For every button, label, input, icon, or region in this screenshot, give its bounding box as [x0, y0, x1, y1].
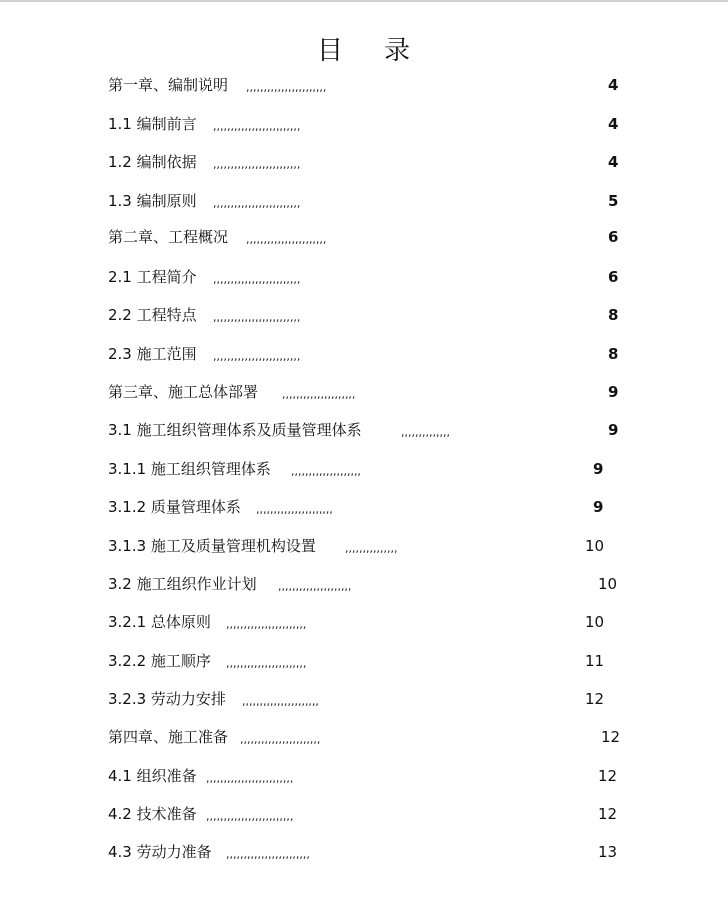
toc-entry-leader: ,,,,,,,,,,,,,,,,,,,,	[291, 465, 361, 478]
toc-entry-page: 10	[598, 575, 618, 593]
toc-entry-label: 4.1 组织准备	[108, 767, 197, 785]
toc-entry-leader: ,,,,,,,,,,,,,,,,,,,,,,,	[246, 81, 327, 94]
toc-entry-2-2[interactable]	[0, 303, 728, 327]
toc-entry-page: 5	[608, 192, 619, 210]
page-top-rule	[0, 0, 728, 2]
toc-entry-2-3[interactable]	[0, 342, 728, 366]
toc-entry-4-2[interactable]	[0, 802, 728, 826]
toc-entry-chapter-3[interactable]	[0, 380, 728, 404]
page-title	[0, 30, 728, 67]
toc-entry-label: 3.1.1 施工组织管理体系	[108, 460, 271, 478]
toc-entry-page: 12	[601, 728, 621, 746]
toc-entry-leader: ,,,,,,,,,,,,,,,	[345, 542, 398, 555]
toc-entry-1-1[interactable]	[0, 112, 728, 136]
toc-entry-3-2-1[interactable]	[0, 610, 728, 634]
toc-entry-label: 2.2 工程特点	[108, 306, 197, 324]
toc-entry-label: 1.1 编制前言	[108, 115, 197, 133]
toc-entry-page: 10	[585, 613, 605, 631]
toc-entry-3-1[interactable]	[0, 418, 728, 442]
toc-entry-leader: ,,,,,,,,,,,,,,	[401, 426, 450, 439]
toc-entry-page: 11	[585, 652, 605, 670]
toc-entry-label: 第三章、施工总体部署	[108, 383, 259, 401]
toc-entry-page: 12	[598, 767, 618, 785]
toc-entry-2-1[interactable]	[0, 265, 728, 289]
toc-entry-3-1-2[interactable]	[0, 495, 728, 519]
toc-entry-3-1-3[interactable]	[0, 534, 728, 558]
toc-entry-leader: ,,,,,,,,,,,,,,,,,,,,,,	[242, 695, 319, 708]
toc-entry-chapter-1[interactable]	[0, 73, 728, 97]
toc-entry-page: 10	[585, 537, 605, 555]
toc-entry-label: 第二章、工程概况	[108, 228, 229, 246]
toc-entry-label: 2.3 施工范围	[108, 345, 197, 363]
toc-entry-leader: ,,,,,,,,,,,,,,,,,,,,,,,,,	[213, 350, 301, 363]
toc-entry-3-2-3[interactable]	[0, 687, 728, 711]
toc-entry-1-3[interactable]	[0, 189, 728, 213]
toc-entry-label: 2.1 工程简介	[108, 268, 197, 286]
toc-entry-page: 6	[608, 268, 619, 286]
toc-entry-leader: ,,,,,,,,,,,,,,,,,,,,,,,	[246, 233, 327, 246]
toc-entry-leader: ,,,,,,,,,,,,,,,,,,,,,,,,,	[213, 120, 301, 133]
toc-entry-page: 9	[593, 498, 604, 516]
toc-entry-label: 第一章、编制说明	[108, 76, 229, 94]
toc-entry-page: 4	[608, 76, 619, 94]
toc-entry-page: 9	[608, 383, 619, 401]
toc-entry-3-2-2[interactable]	[0, 649, 728, 673]
toc-entry-chapter-2[interactable]	[0, 225, 728, 249]
toc-entry-leader: ,,,,,,,,,,,,,,,,,,,,,	[282, 388, 356, 401]
toc-entry-label: 4.2 技术准备	[108, 805, 197, 823]
toc-entry-leader: ,,,,,,,,,,,,,,,,,,,,,,,,,	[213, 197, 301, 210]
toc-entry-label: 4.3 劳动力准备	[108, 843, 212, 861]
toc-entry-label: 3.2 施工组织作业计划	[108, 575, 257, 593]
toc-entry-page: 12	[598, 805, 618, 823]
toc-entry-leader: ,,,,,,,,,,,,,,,,,,,,,	[278, 580, 352, 593]
toc-entry-label: 1.2 编制依据	[108, 153, 197, 171]
toc-entry-leader: ,,,,,,,,,,,,,,,,,,,,,,,,	[226, 848, 310, 861]
toc-entry-chapter-4[interactable]	[0, 725, 728, 749]
toc-entry-leader: ,,,,,,,,,,,,,,,,,,,,,,,,,	[213, 311, 301, 324]
toc-entry-label: 3.2.1 总体原则	[108, 613, 211, 631]
toc-entry-page: 6	[608, 228, 619, 246]
toc-entry-label: 3.1 施工组织管理体系及质量管理体系	[108, 421, 362, 439]
toc-entry-4-1[interactable]	[0, 764, 728, 788]
toc-entry-leader: ,,,,,,,,,,,,,,,,,,,,,,,,,	[213, 158, 301, 171]
toc-entry-page: 13	[598, 843, 618, 861]
toc-entry-page: 4	[608, 153, 619, 171]
toc-entry-1-2[interactable]	[0, 150, 728, 174]
toc-entry-label: 第四章、施工准备	[108, 728, 229, 746]
toc-entry-leader: ,,,,,,,,,,,,,,,,,,,,,,,,,	[213, 273, 301, 286]
toc-entry-label: 1.3 编制原则	[108, 192, 197, 210]
toc-entry-leader: ,,,,,,,,,,,,,,,,,,,,,,,	[226, 657, 307, 670]
toc-entry-3-2[interactable]	[0, 572, 728, 596]
toc-entry-page: 8	[608, 345, 619, 363]
toc-entry-page: 9	[593, 460, 604, 478]
toc-entry-leader: ,,,,,,,,,,,,,,,,,,,,,,,	[226, 618, 307, 631]
toc-entry-label: 3.1.2 质量管理体系	[108, 498, 241, 516]
toc-entry-page: 4	[608, 115, 619, 133]
toc-entry-leader: ,,,,,,,,,,,,,,,,,,,,,,	[256, 503, 333, 516]
toc-entry-4-3[interactable]	[0, 840, 728, 864]
toc-entry-leader: ,,,,,,,,,,,,,,,,,,,,,,,,,	[206, 810, 294, 823]
toc-entry-page: 8	[608, 306, 619, 324]
toc-entry-leader: ,,,,,,,,,,,,,,,,,,,,,,,	[240, 733, 321, 746]
toc-entry-label: 3.1.3 施工及质量管理机构设置	[108, 537, 316, 555]
toc-entry-label: 3.2.3 劳动力安排	[108, 690, 226, 708]
toc-entry-page: 12	[585, 690, 605, 708]
toc-entry-3-1-1[interactable]	[0, 457, 728, 481]
title-char-2: 录	[384, 36, 412, 66]
toc-entry-leader: ,,,,,,,,,,,,,,,,,,,,,,,,,	[206, 772, 294, 785]
title-char-1: 目	[316, 36, 344, 66]
toc-entry-page: 9	[608, 421, 619, 439]
toc-entry-label: 3.2.2 施工顺序	[108, 652, 211, 670]
